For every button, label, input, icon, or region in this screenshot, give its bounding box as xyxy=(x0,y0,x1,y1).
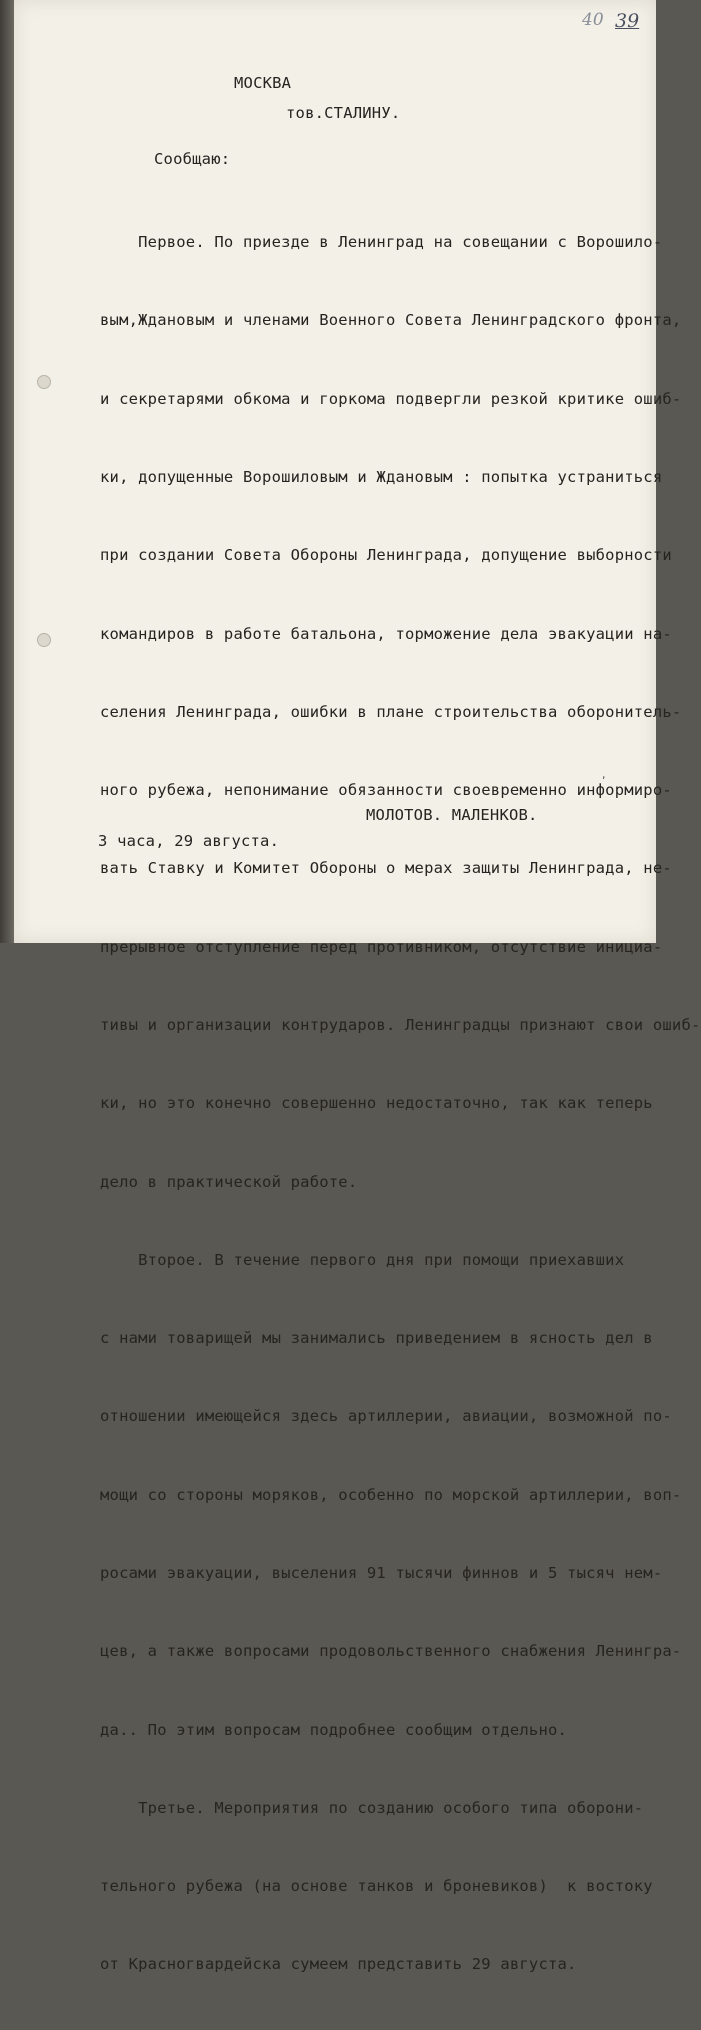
body-line: тивы и организации контрударов. Ленинградцы признают свои ошиб- xyxy=(100,1016,701,1034)
body-line: Первое. По приезде в Ленинград на совещании с Ворошило- xyxy=(100,233,663,252)
body-line: цев, а также вопросами продовольственного снабжения Ленингра- xyxy=(100,1642,682,1661)
body-line: Второе. В течение первого дня при помощи приехавших xyxy=(100,1250,625,1269)
body-line: вать Ставку и Комитет Обороны о мерах защиты Ленинграда, не- xyxy=(100,859,672,878)
recipient-city: МОСКВА xyxy=(234,74,292,92)
scan-edge xyxy=(0,0,14,943)
body-line: росами эвакуации, выселения 91 тысячи финнов и 5 тысяч нем- xyxy=(100,1563,663,1582)
body-line: ки, но это конечно совершенно недостаточно, так как теперь xyxy=(100,1094,653,1113)
body-line: да.. По этим вопросам подробнее сообщим отдельно. xyxy=(100,1720,568,1739)
body-line: при создании Совета Обороны Ленинграда, допущение выборности xyxy=(100,546,672,565)
body-line: от Красногвардейска сумеем представить 29 августа. xyxy=(100,1955,577,1974)
body-line: ного рубежа, непонимание обязанности своевременно информиро- xyxy=(100,781,672,800)
date-time-line: 3 часа, 29 августа. xyxy=(98,832,280,850)
body-line: отношении имеющейся здесь артиллерии, авиации, возможной по- xyxy=(100,1407,672,1426)
body-line: ки, допущенные Ворошиловым и Ждановым : попытка устраниться xyxy=(100,468,663,487)
body-line: прерывное отступление перед противником, отсутствие инициа- xyxy=(100,937,663,956)
body-line: мощи со стороны моряков, особенно по морской артиллерии, воп- xyxy=(100,1485,682,1504)
archive-sheet-number: 39 xyxy=(615,10,640,32)
punch-hole xyxy=(37,375,51,389)
body-line: дело в практической работе. xyxy=(100,1172,358,1191)
punch-hole xyxy=(37,633,51,647)
recipient-name: тов.СТАЛИНУ. xyxy=(286,104,401,122)
archive-sheet-number-faded: 40 xyxy=(582,10,604,30)
body-line: командиров в работе батальона, торможение дела эвакуации на- xyxy=(100,624,672,643)
signature: МОЛОТОВ. МАЛЕНКОВ. xyxy=(366,806,538,824)
pencil-tick-mark: , xyxy=(602,768,606,781)
body-line: и секретарями обкома и горкома подвергли резкой критике ошиб- xyxy=(100,389,682,408)
salutation: Сообщаю: xyxy=(154,150,231,168)
message-body xyxy=(100,177,701,2030)
document-page xyxy=(14,0,701,1974)
body-line: с нами товарищей мы занимались приведением в ясность дел в xyxy=(100,1329,653,1348)
body-line: селения Ленинграда, ошибки в плане строительства оборонитель- xyxy=(100,702,682,721)
body-line: Третье. Мероприятия по созданию особого типа оборони- xyxy=(100,1798,644,1817)
body-line: тельного рубежа (на основе танков и броневиков) к востоку xyxy=(100,1877,653,1896)
body-line: вым,Ждановым и членами Военного Совета Ленинградского фронта, xyxy=(100,311,682,330)
